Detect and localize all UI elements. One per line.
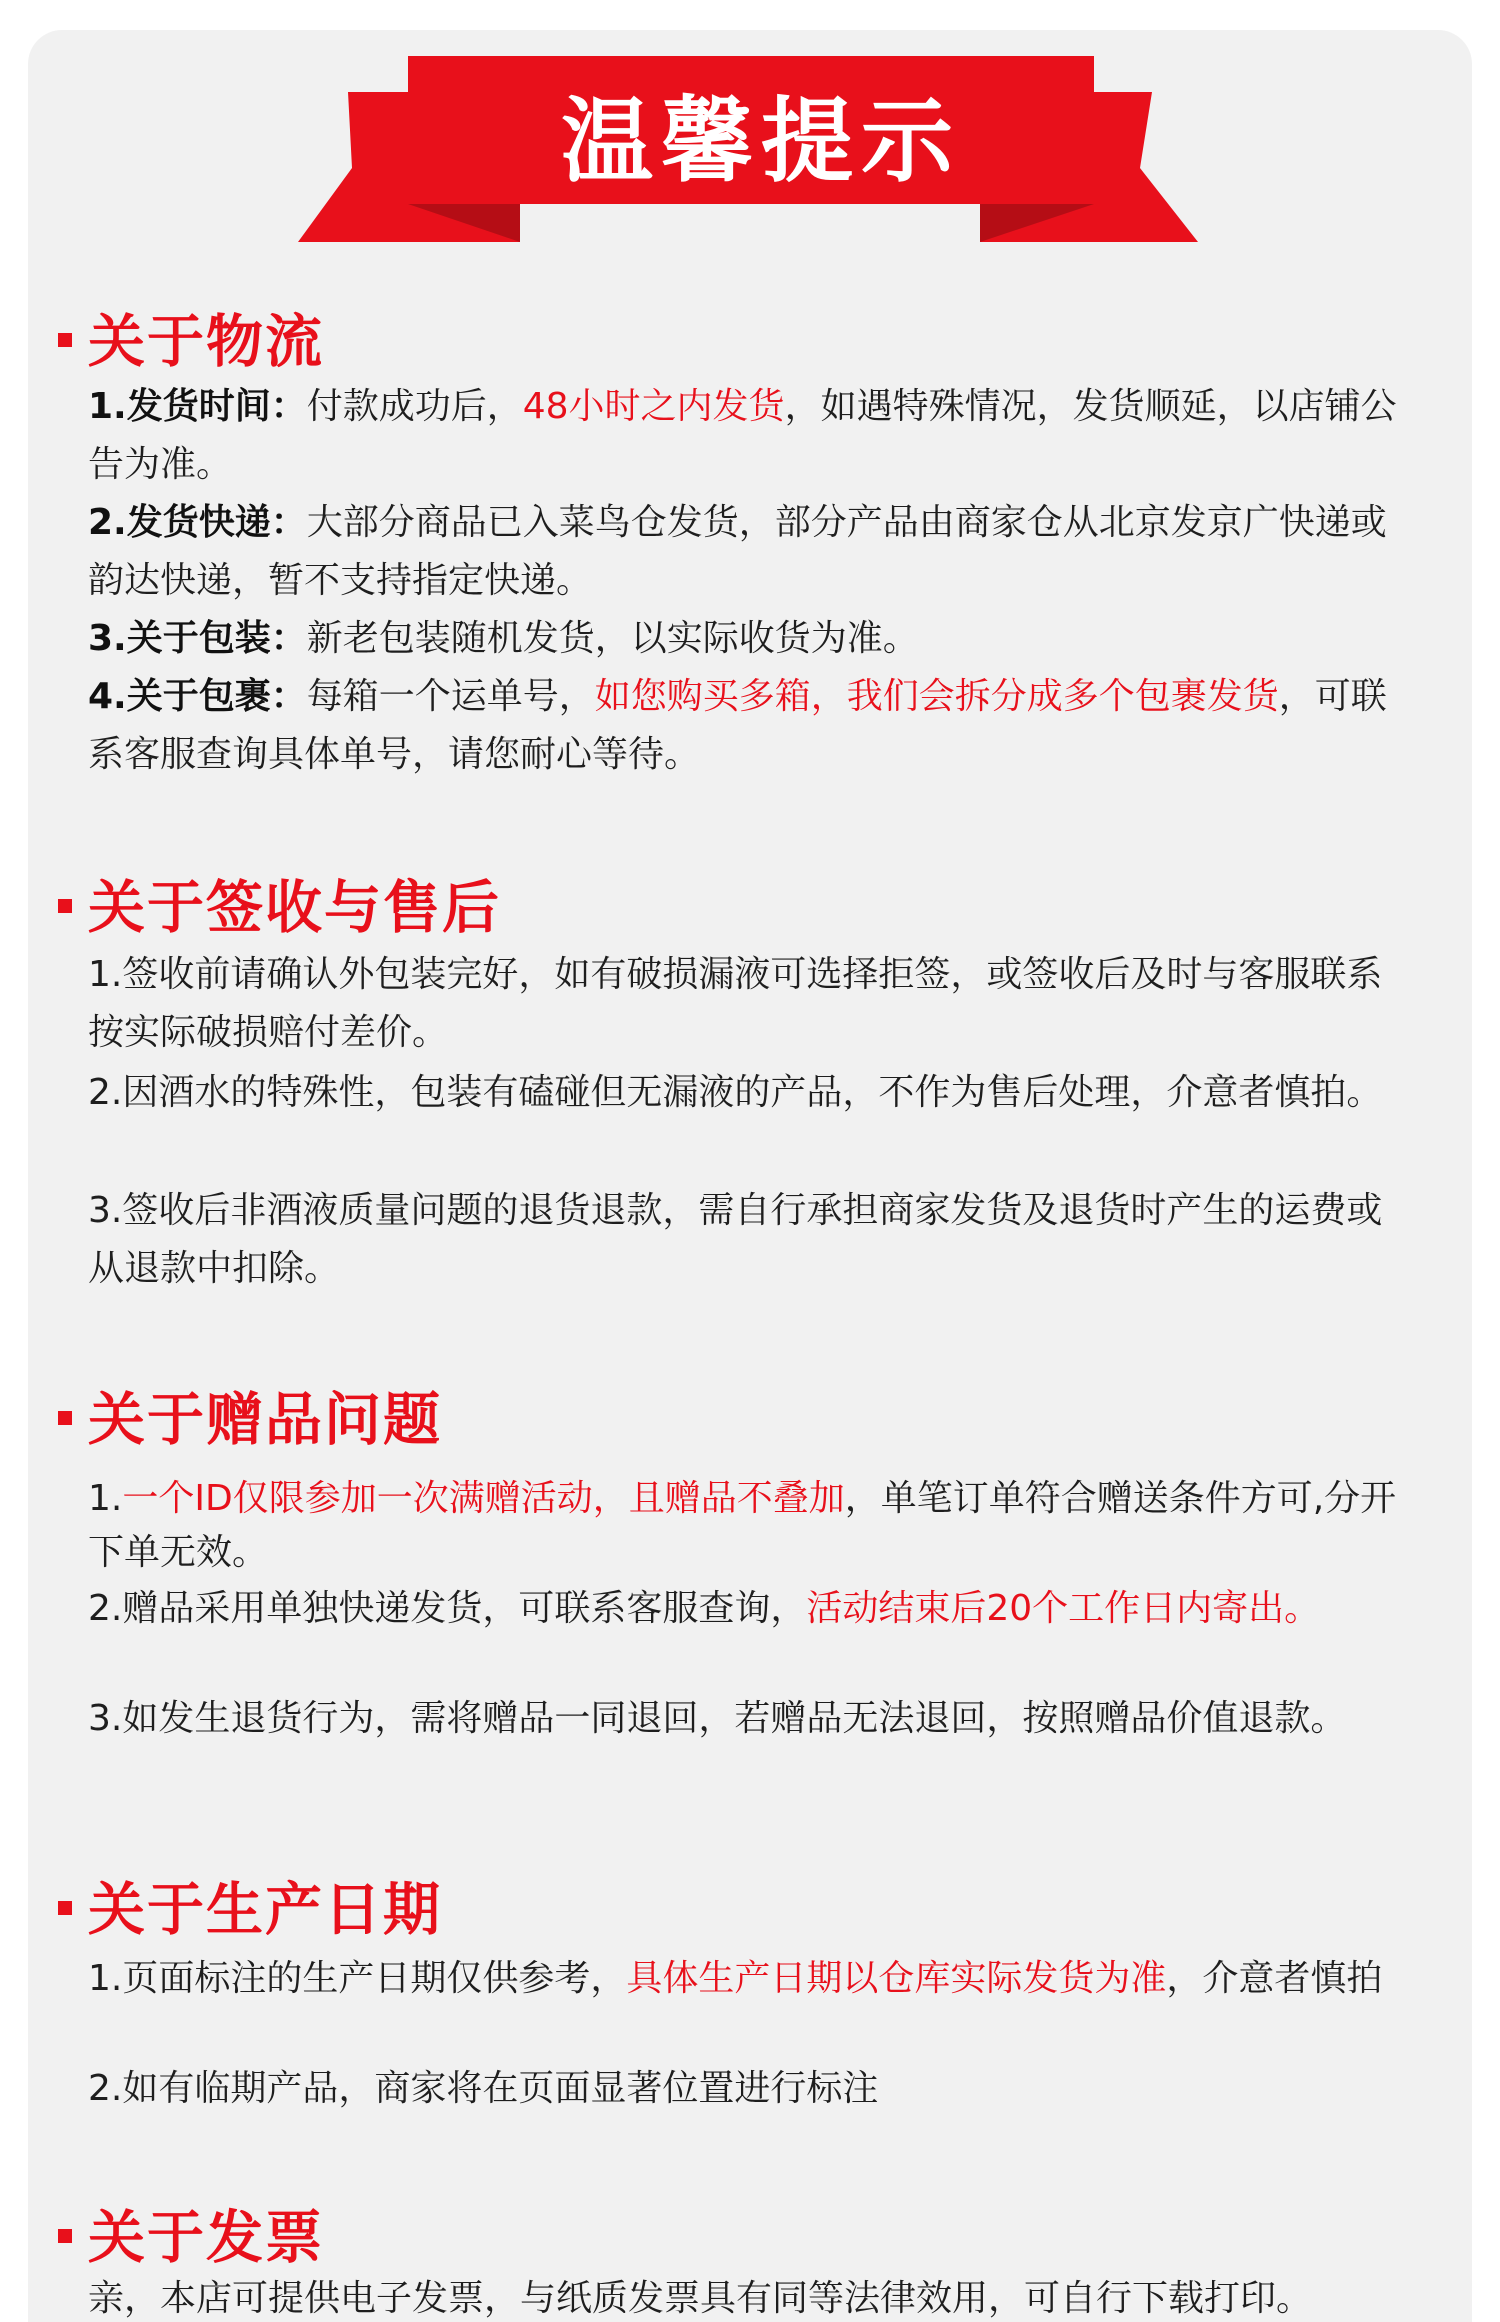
section-title: 关于签收与售后	[88, 875, 501, 941]
section-gifts-header	[58, 1374, 442, 1456]
logistics-item-3: 3.关于包装：新老包装随机发货，以实际收货为准。	[88, 618, 919, 659]
logistics-item-4: 4.关于包裹：每箱一个运单号，如您购买多箱，我们会拆分成多个包裹发货，可联系客服查询具体单号，请您耐心等待。	[88, 676, 1387, 775]
gifts-item-2: 2.赠品采用单独快递发货，可联系客服查询，活动结束后20个工作日内寄出。	[88, 1588, 1321, 1629]
section-title: 关于赠品问题	[88, 1387, 442, 1453]
invoice-item-1: 亲，本店可提供电子发票，与纸质发票具有同等法律效用，可自行下载打印。	[88, 2278, 1313, 2319]
production-date-item-1: 1.页面标注的生产日期仅供参考，具体生产日期以仓库实际发货为准，介意者慎拍	[88, 1958, 1383, 1999]
aftersales-item-2: 2.因酒水的特殊性，包装有磕碰但无漏液的产品，不作为售后处理，介意者慎拍。	[88, 1072, 1383, 1113]
production-date-item-2: 2.如有临期产品，商家将在页面显著位置进行标注	[88, 2068, 879, 2109]
gifts-item-3: 3.如发生退货行为，需将赠品一同退回，若赠品无法退回，按照赠品价值退款。	[88, 1698, 1347, 1739]
bullet-square-icon	[58, 899, 72, 913]
section-invoice-header	[58, 2192, 324, 2274]
section-title: 关于物流	[88, 309, 324, 375]
aftersales-item-3: 3.签收后非酒液质量问题的退货退款，需自行承担商家发货及退货时产生的运费或从退款中扣除。	[88, 1190, 1383, 1289]
section-title: 关于生产日期	[88, 1877, 442, 1943]
section-logistics-header	[58, 296, 324, 378]
bullet-square-icon	[58, 2229, 72, 2243]
bullet-square-icon	[58, 1411, 72, 1425]
bullet-square-icon	[58, 333, 72, 347]
section-title: 关于发票	[88, 2205, 324, 2271]
aftersales-item-1: 1.签收前请确认外包装完好，如有破损漏液可选择拒签，或签收后及时与客服联系按实际破损赔付差价。	[88, 954, 1383, 1053]
bullet-square-icon	[58, 1901, 72, 1915]
logistics-item-2: 2.发货快递：大部分商品已入菜鸟仓发货，部分产品由商家仓从北京发京广快递或韵达快递，暂不支持指定快递。	[88, 502, 1387, 601]
section-production-date-header	[58, 1864, 442, 1946]
banner-title: 温馨提示	[560, 88, 961, 195]
logistics-item-1: 1.发货时间：付款成功后，48小时之内发货，如遇特殊情况，发货顺延，以店铺公告为准。	[88, 386, 1397, 485]
section-aftersales-header	[58, 862, 501, 944]
gifts-item-1: 1.一个ID仅限参加一次满赠活动，且赠品不叠加，单笔订单符合赠送条件方可,分开下单无效。	[88, 1478, 1397, 1573]
